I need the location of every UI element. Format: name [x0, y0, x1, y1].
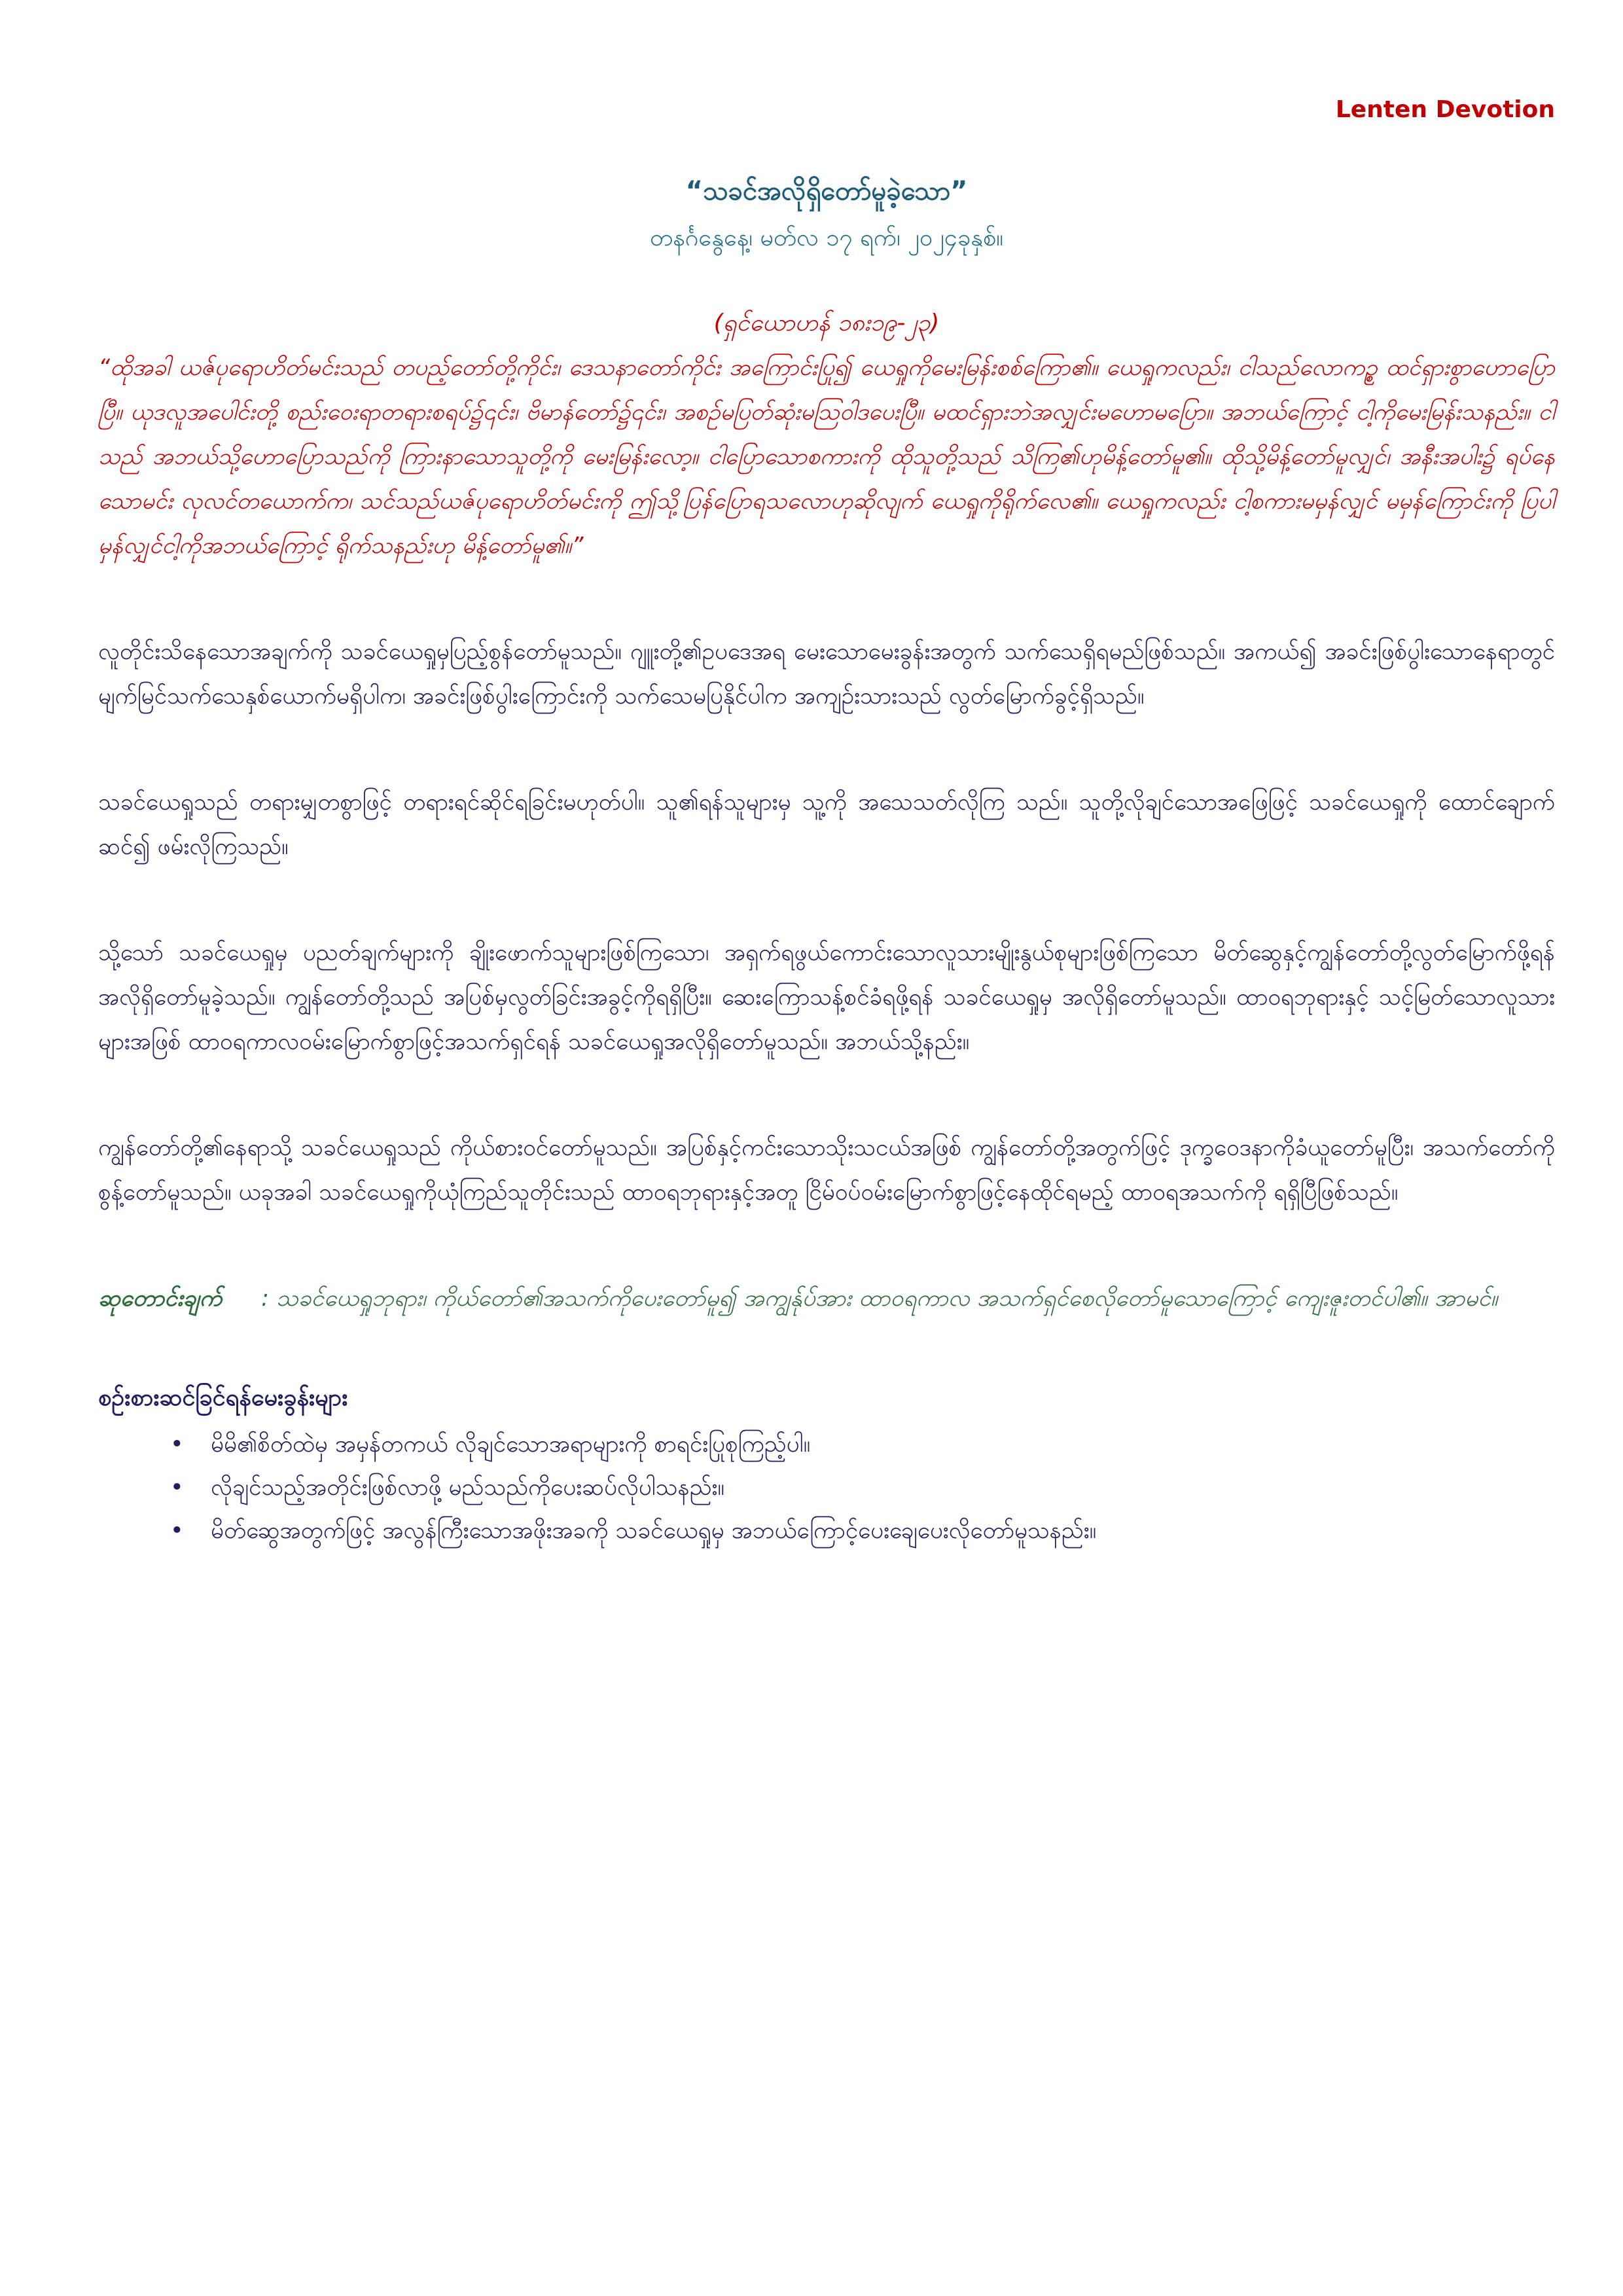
body-paragraph-1: လူတိုင်းသိနေသောအချက်ကို သခင်ယေရှုမှပြည့်စွန်တော်မူသည်။ ဂျူးတို့၏ဥပဒေအရ မေးသောမေးခွန်းအတွက် သက်သေရှိရမည်ဖြစ်သည်။ အကယ်၍ အခင်းဖြစ်ပွါးသောနေရာတွင် မျက်မြင်သက်သေနှစ်ယောက်မရှိပါက၊ အခင်းဖြစ်ပွါးကြောင်းကို သက်သေမပြနိုင်ပါက အကျဉ်းသားသည် လွတ်မြောက်ခွင့်ရှိသည်။: [98, 639, 1555, 709]
list-item: [170, 1509, 1555, 1552]
document-tag: Lenten Devotion: [1335, 96, 1555, 123]
list-item: [170, 1423, 1555, 1466]
devotion-title: “သခင်အလိုရှိတော်မူခဲ့သော”: [685, 176, 968, 206]
question-text: မိမိ၏စိတ်ထဲမှ အမှန်တကယ် လိုချင်သောအရာများကို စာရင်းပြုစုကြည့်ပါ။: [211, 1431, 811, 1458]
body-paragraph-3: သို့သော် သခင်ယေရှုမှ ပညတ်ချက်များကို ချိုးဖောက်သူများဖြစ်ကြသော၊ အရှက်ရဖွယ်ကောင်းသောလူသားမျိုးနွယ်စုများဖြစ်ကြသော မိတ်ဆွေနှင့်ကျွန်တော်တို့လွတ်မြောက်ဖို့ရန် အလိုရှိတော်မူခဲ့သည်။ ကျွန်တော်တို့သည် အပြစ်မှလွတ်ခြင်းအခွင့်ကိုရရှိပြီး။ ဆေးကြောသန့်စင်ခံရဖို့ရန် သခင်ယေရှုမှ အလိုရှိတော်မူသည်။ ထာဝရဘုရားနှင့် သင့်မြတ်သောလူသားများအဖြစ် ထာဝရကာလဝမ်းမြောက်စွာဖြင့်အသက်ရှင်ရန် သခင်ယေရှုအလိုရှိတော်မူသည်။ အဘယ်သို့နည်း။: [98, 940, 1555, 1055]
body-paragraph-2: သခင်ယေရှုသည် တရားမျှတစွာဖြင့် တရားရင်ဆိုင်ရခြင်းမဟုတ်ပါ။ သူ၏ရန်သူများမှ သူ့ကို အသေသတ်လိုကြ သည်။ သူတို့လိုချင်သောအဖြေဖြင့် သခင်ယေရှုကို ထောင်ချောက်ဆင်၍ ဖမ်းလိုကြသည်။: [98, 789, 1555, 860]
scripture-reference: (ရှင်ယောဟန် ၁၈း၁၉-၂၃): [713, 310, 940, 336]
bullet-icon: •: [170, 1518, 184, 1544]
bullet-icon: •: [170, 1431, 184, 1458]
bullet-icon: •: [170, 1475, 184, 1501]
prayer-text: : သခင်ယေရှုဘုရား၊ ကိုယ်တော်၏အသက်ကိုပေးတော်မူ၍ အကျွန်ုပ်အား ထာဝရကာလ အသက်ရှင်စေလိုတော်မူသောကြောင့် ကျေးဇူးတင်ပါ၏။ အာမင်။: [261, 1285, 1498, 1312]
scripture-passage: “ထိုအခါ ယဇ်ပုရောဟိတ်မင်းသည် တပည့်တော်တို့ကိုင်း၊ ဒေသနာတော်ကိုင်း အကြောင်းပြု၍ ယေရှုကိုမေးမြန်းစစ်ကြော၏။ ယေရှုကလည်း၊ ငါသည်လောကဥ္စ ထင်ရှားစွာဟောပြောပြီ။ ယုဒလူအပေါင်းတို့ စည်းဝေးရာတရားစရပ်၌၎င်း၊ ဗိမာန်တော်၌၎င်း၊ အစဉ်မပြတ်ဆုံးမသြဝါဒပေးပြီ။ မထင်ရှားဘဲအလျှင်းမဟောမပြော။ အဘယ်ကြောင့် ငါ့ကိုမေးမြန်းသနည်း။ ငါသည် အဘယ်သို့ဟောပြောသည်ကို ကြားနာသောသူတို့ကို မေးမြန်းလော့။ ငါပြောသောစကားကို ထိုသူတို့သည် သိကြ၏ဟုမိန့်တော်မူ၏။ ထိုသို့မိန့်တော်မူလျှင်၊ အနီးအပါး၌ ရပ်နေသောမင်း လုလင်တယောက်က၊ သင်သည်ယဇ်ပုရောဟိတ်မင်းကို ဤသို့ပြန်ပြောရသလောဟုဆိုလျက် ယေရှုကိုရိုက်လေ၏။ ယေရှုကလည်း ငါ့စကားမမှန်လျှင် မမှန်ကြောင်းကို ပြပါ မှန်လျှင်ငါ့ကိုအဘယ်ကြောင့် ရိုက်သနည်းဟု မိန့်တော်မူ၏။”: [98, 355, 1555, 559]
question-text: လိုချင်သည့်အတိုင်းဖြစ်လာဖို့ မည်သည်ကိုပေးဆပ်လိုပါသနည်း။: [211, 1475, 725, 1501]
prayer-label: ဆုတောင်းချက်: [98, 1285, 223, 1312]
reflection-questions-heading: စဉ်းစားဆင်ခြင်ရန်မေးခွန်းများ: [98, 1384, 348, 1411]
list-item: [170, 1466, 1555, 1509]
question-text: မိတ်ဆွေအတွက်ဖြင့် အလွန်ကြီးသောအဖိုးအခကို သခင်ယေရှုမှ အဘယ်ကြောင့်ပေးချေပေးလိုတော်မူသနည်း။: [211, 1518, 1097, 1544]
reflection-questions-list: [98, 1423, 1555, 1552]
body-paragraph-4: ကျွန်တော်တို့၏နေရာသို့ သခင်ယေရှုသည် ကိုယ်စားဝင်တော်မူသည်။ အပြစ်နှင့်ကင်းသောသိုးသငယ်အဖြစ် ကျွန်တော်တို့အတွက်ဖြင့် ဒုက္ခဝေဒနာကိုခံယူတော်မူပြီး၊ အသက်တော်ကိုစွန့်တော်မူသည်။ ယခုအခါ သခင်ယေရှုကိုယုံကြည်သူတိုင်းသည် ထာဝရဘုရားနှင့်အတူ ငြိမ်ဝပ်ဝမ်းမြောက်စွာဖြင့်နေထိုင်ရမည့် ထာဝရအသက်ကို ရရှိပြီဖြစ်သည်။: [98, 1135, 1555, 1206]
prayer-block: [98, 1276, 1555, 1321]
devotion-date: တနင်္ဂနွေနေ့၊ မတ်လ ၁၇ ရက်၊ ၂၀၂၄ခုနှစ်။: [649, 224, 1004, 251]
